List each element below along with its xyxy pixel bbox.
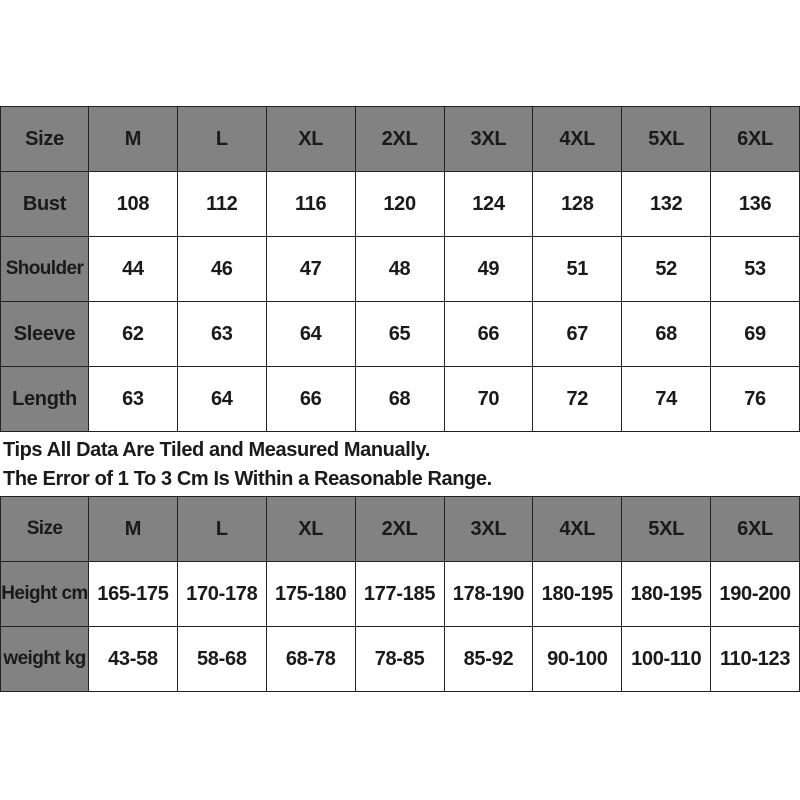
- table-cell: 63: [177, 302, 266, 367]
- row-label-length: Length: [1, 367, 89, 432]
- header-cell-4xl: 4XL: [533, 107, 622, 172]
- table-cell: 66: [444, 302, 533, 367]
- table-cell: 178-190: [444, 562, 533, 627]
- table-cell: 170-178: [177, 562, 266, 627]
- header-cell-5xl: 5XL: [622, 107, 711, 172]
- table-cell: 180-195: [533, 562, 622, 627]
- table-cell: 124: [444, 172, 533, 237]
- table-cell: 175-180: [266, 562, 355, 627]
- header-cell-l: L: [177, 107, 266, 172]
- table-cell: 69: [711, 302, 800, 367]
- header-cell-6xl: 6XL: [711, 107, 800, 172]
- table-cell: 108: [89, 172, 178, 237]
- table-cell: 132: [622, 172, 711, 237]
- table-cell: 64: [177, 367, 266, 432]
- header-cell-2xl: 2XL: [355, 497, 444, 562]
- table-row-height: [1, 562, 800, 627]
- table-header-row: [1, 497, 800, 562]
- table-cell: 85-92: [444, 627, 533, 692]
- table-cell: 110-123: [711, 627, 800, 692]
- header-cell-size: Size: [1, 497, 89, 562]
- header-cell-xl: XL: [266, 497, 355, 562]
- row-label-shoulder: Shoulder: [1, 237, 89, 302]
- table-cell: 76: [711, 367, 800, 432]
- table-cell: 44: [89, 237, 178, 302]
- table-cell: 52: [622, 237, 711, 302]
- table-cell: 64: [266, 302, 355, 367]
- table-cell: 48: [355, 237, 444, 302]
- table-cell: 100-110: [622, 627, 711, 692]
- header-cell-6xl: 6XL: [711, 497, 800, 562]
- measurement-tips: [3, 436, 492, 494]
- table-row-length: [1, 367, 800, 432]
- table-cell: 128: [533, 172, 622, 237]
- table-cell: 68: [622, 302, 711, 367]
- table-cell: 67: [533, 302, 622, 367]
- table-row-shoulder: [1, 237, 800, 302]
- table-cell: 177-185: [355, 562, 444, 627]
- table-cell: 120: [355, 172, 444, 237]
- table-cell: 70: [444, 367, 533, 432]
- table-header-row: [1, 107, 800, 172]
- table-cell: 65: [355, 302, 444, 367]
- height-weight-table: [0, 496, 800, 692]
- table-cell: 49: [444, 237, 533, 302]
- header-cell-5xl: 5XL: [622, 497, 711, 562]
- table-cell: 62: [89, 302, 178, 367]
- table-cell: 165-175: [89, 562, 178, 627]
- header-cell-l: L: [177, 497, 266, 562]
- table-cell: 68: [355, 367, 444, 432]
- table-cell: 116: [266, 172, 355, 237]
- table-cell: 90-100: [533, 627, 622, 692]
- table-cell: 72: [533, 367, 622, 432]
- table-cell: 66: [266, 367, 355, 432]
- table-cell: 63: [89, 367, 178, 432]
- table-cell: 46: [177, 237, 266, 302]
- table-cell: 53: [711, 237, 800, 302]
- table-cell: 136: [711, 172, 800, 237]
- header-cell-3xl: 3XL: [444, 107, 533, 172]
- header-cell-m: M: [89, 497, 178, 562]
- table-cell: 74: [622, 367, 711, 432]
- header-cell-m: M: [89, 107, 178, 172]
- table-cell: 190-200: [711, 562, 800, 627]
- table-cell: 68-78: [266, 627, 355, 692]
- table-cell: 78-85: [355, 627, 444, 692]
- header-cell-3xl: 3XL: [444, 497, 533, 562]
- table-row-bust: [1, 172, 800, 237]
- header-cell-size: Size: [1, 107, 89, 172]
- row-label-height: Height cm: [1, 562, 89, 627]
- tips-line-1: Tips All Data Are Tiled and Measured Manually.: [3, 439, 430, 461]
- row-label-bust: Bust: [1, 172, 89, 237]
- table-cell: 58-68: [177, 627, 266, 692]
- header-cell-xl: XL: [266, 107, 355, 172]
- table-cell: 180-195: [622, 562, 711, 627]
- table-row-sleeve: [1, 302, 800, 367]
- row-label-sleeve: Sleeve: [1, 302, 89, 367]
- table-cell: 47: [266, 237, 355, 302]
- header-cell-2xl: 2XL: [355, 107, 444, 172]
- header-cell-4xl: 4XL: [533, 497, 622, 562]
- tips-line-2: The Error of 1 To 3 Cm Is Within a Reasonable Range.: [3, 468, 492, 490]
- table-row-weight: [1, 627, 800, 692]
- table-cell: 112: [177, 172, 266, 237]
- size-chart-table: [0, 106, 800, 432]
- table-cell: 43-58: [89, 627, 178, 692]
- table-cell: 51: [533, 237, 622, 302]
- row-label-weight: weight kg: [1, 627, 89, 692]
